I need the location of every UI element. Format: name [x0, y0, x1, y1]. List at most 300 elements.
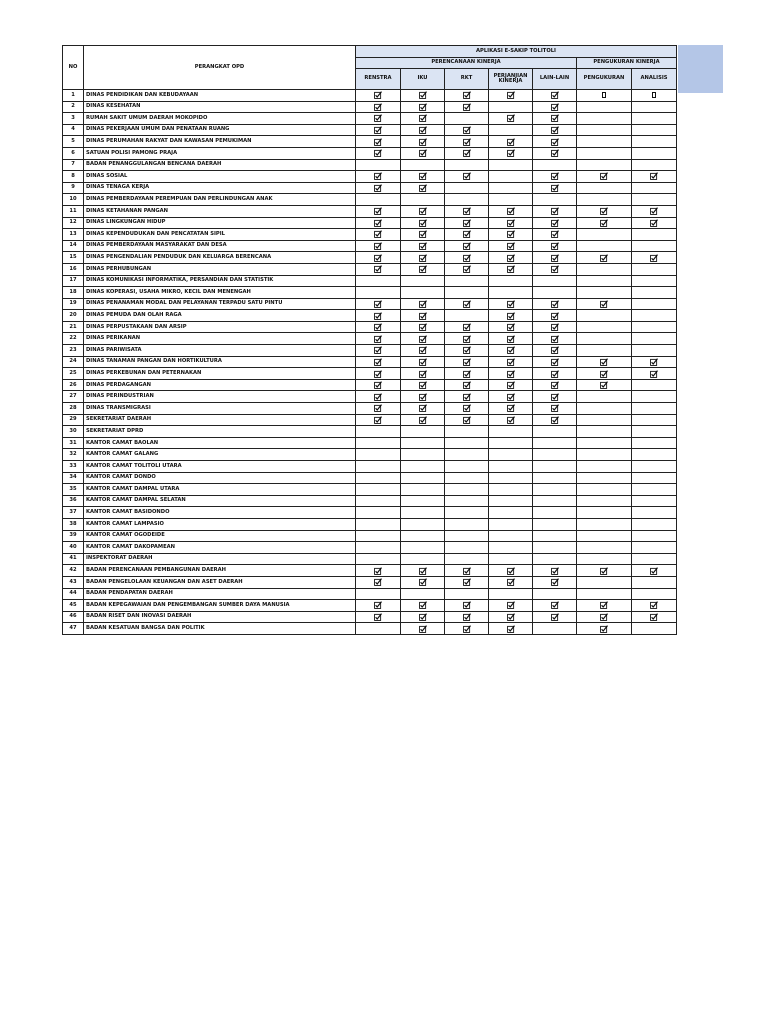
- status-cell: [356, 287, 401, 299]
- checkbox-checked-icon: [463, 568, 471, 574]
- status-cell: [533, 484, 577, 496]
- header-col-lain: LAIN-LAIN: [533, 69, 577, 90]
- checkbox-checked-icon: [419, 348, 427, 354]
- row-number: 33: [63, 461, 84, 473]
- checkbox-checked-icon: [419, 186, 427, 192]
- status-cell: [445, 101, 489, 113]
- opd-name: KANTOR CAMAT GALANG: [84, 449, 356, 461]
- checkbox-checked-icon: [463, 580, 471, 586]
- status-cell: [445, 263, 489, 275]
- checkbox-checked-icon: [507, 244, 515, 250]
- status-cell: [445, 379, 489, 391]
- checkbox-checked-icon: [463, 244, 471, 250]
- row-number: 39: [63, 530, 84, 542]
- status-cell: [489, 217, 533, 229]
- opd-name: KANTOR CAMAT DAMPAL SELATAN: [84, 495, 356, 507]
- checkbox-checked-icon: [419, 615, 427, 621]
- status-cell: [577, 426, 632, 438]
- checkbox-checked-icon: [374, 267, 382, 273]
- status-cell: [577, 611, 632, 623]
- status-cell: [401, 333, 445, 345]
- status-cell: [356, 310, 401, 322]
- status-cell: [401, 252, 445, 264]
- checkbox-checked-icon: [507, 615, 515, 621]
- row-number: 9: [63, 182, 84, 194]
- checkbox-checked-icon: [419, 301, 427, 307]
- status-cell: [489, 518, 533, 530]
- checkbox-checked-icon: [507, 93, 515, 99]
- status-cell: [445, 298, 489, 310]
- status-cell: [489, 542, 533, 554]
- status-cell: [445, 321, 489, 333]
- status-cell: [489, 333, 533, 345]
- header-no: NO: [63, 46, 84, 90]
- status-cell: [533, 159, 577, 171]
- checkbox-checked-icon: [507, 301, 515, 307]
- row-number: 5: [63, 136, 84, 148]
- opd-name: KANTOR CAMAT DAKOPAMEAN: [84, 542, 356, 554]
- checkbox-checked-icon: [507, 371, 515, 377]
- checkbox-checked-icon: [600, 603, 608, 609]
- status-cell: [356, 171, 401, 183]
- opd-name: DINAS PERDAGANGAN: [84, 379, 356, 391]
- checkbox-checked-icon: [463, 325, 471, 331]
- status-cell: [445, 472, 489, 484]
- opd-name: DINAS PERHUBUNGAN: [84, 263, 356, 275]
- checkbox-checked-icon: [374, 174, 382, 180]
- opd-name: DINAS PEKERJAAN UMUM DAN PENATAAN RUANG: [84, 124, 356, 136]
- status-cell: [533, 449, 577, 461]
- opd-name: KANTOR CAMAT TOLITOLI UTARA: [84, 461, 356, 473]
- row-number: 7: [63, 159, 84, 171]
- checkbox-checked-icon: [507, 325, 515, 331]
- status-cell: [489, 553, 533, 565]
- status-cell: [356, 252, 401, 264]
- status-cell: [356, 391, 401, 403]
- status-cell: [356, 542, 401, 554]
- checkbox-checked-icon: [507, 406, 515, 412]
- status-cell: [445, 90, 489, 102]
- row-number: 19: [63, 298, 84, 310]
- status-cell: [577, 588, 632, 600]
- status-cell: [632, 576, 677, 588]
- status-cell: [533, 240, 577, 252]
- status-cell: [632, 449, 677, 461]
- row-number: 31: [63, 437, 84, 449]
- status-cell: [577, 101, 632, 113]
- status-cell: [356, 147, 401, 159]
- opd-name: DINAS LINGKUNGAN HIDUP: [84, 217, 356, 229]
- status-cell: [489, 565, 533, 577]
- status-cell: [445, 518, 489, 530]
- status-cell: [445, 252, 489, 264]
- status-cell: [401, 461, 445, 473]
- status-cell: [577, 263, 632, 275]
- checkbox-checked-icon: [419, 93, 427, 99]
- checkbox-checked-icon: [419, 128, 427, 134]
- status-cell: [577, 194, 632, 206]
- status-cell: [356, 576, 401, 588]
- status-cell: [445, 368, 489, 380]
- checkbox-checked-icon: [551, 348, 559, 354]
- checkbox-checked-icon: [551, 406, 559, 412]
- status-cell: [356, 588, 401, 600]
- checkbox-checked-icon: [419, 336, 427, 342]
- status-cell: [533, 495, 577, 507]
- status-cell: [489, 611, 533, 623]
- row-number: 38: [63, 518, 84, 530]
- status-cell: [533, 147, 577, 159]
- checkbox-checked-icon: [419, 580, 427, 586]
- status-cell: [489, 461, 533, 473]
- status-cell: [356, 611, 401, 623]
- status-cell: [356, 321, 401, 333]
- status-cell: [445, 484, 489, 496]
- status-cell: [533, 333, 577, 345]
- checkbox-checked-icon: [551, 580, 559, 586]
- checkbox-checked-icon: [463, 348, 471, 354]
- table-row: [63, 205, 677, 217]
- status-cell: [489, 379, 533, 391]
- status-cell: [445, 171, 489, 183]
- opd-name: DINAS PARIWISATA: [84, 345, 356, 357]
- status-cell: [445, 159, 489, 171]
- row-number: 2: [63, 101, 84, 113]
- opd-name: KANTOR CAMAT OGODEIDE: [84, 530, 356, 542]
- row-number: 17: [63, 275, 84, 287]
- opd-name: DINAS KOPERASI, USAHA MIKRO, KECIL DAN MENENGAH: [84, 287, 356, 299]
- status-cell: [445, 437, 489, 449]
- status-cell: [489, 194, 533, 206]
- checkbox-checked-icon: [463, 267, 471, 273]
- table-row: [63, 113, 677, 125]
- status-cell: [445, 333, 489, 345]
- opd-name: DINAS KEPENDUDUKAN DAN PENCATATAN SIPIL: [84, 229, 356, 241]
- status-cell: [445, 205, 489, 217]
- status-cell: [401, 263, 445, 275]
- header-col-perjanjian: PERJANJIAN KINERJA: [489, 69, 533, 90]
- status-cell: [445, 194, 489, 206]
- status-cell: [632, 252, 677, 264]
- status-cell: [489, 484, 533, 496]
- status-cell: [533, 542, 577, 554]
- checkbox-checked-icon: [374, 220, 382, 226]
- status-cell: [445, 310, 489, 322]
- status-cell: [401, 287, 445, 299]
- checkbox-checked-icon: [650, 359, 658, 365]
- checkbox-checked-icon: [374, 406, 382, 412]
- table-row: [63, 252, 677, 264]
- status-cell: [356, 90, 401, 102]
- status-cell: [577, 229, 632, 241]
- status-cell: [445, 565, 489, 577]
- status-cell: [356, 623, 401, 635]
- status-cell: [577, 437, 632, 449]
- status-cell: [489, 623, 533, 635]
- status-cell: [401, 472, 445, 484]
- row-number: 14: [63, 240, 84, 252]
- checkbox-checked-icon: [551, 93, 559, 99]
- row-number: 27: [63, 391, 84, 403]
- opd-name: DINAS PENANAMAN MODAL DAN PELAYANAN TERPADU SATU PINTU: [84, 298, 356, 310]
- status-cell: [577, 507, 632, 519]
- status-cell: [445, 623, 489, 635]
- status-cell: [401, 553, 445, 565]
- checkbox-checked-icon: [507, 336, 515, 342]
- checkbox-checked-icon: [551, 325, 559, 331]
- status-cell: [489, 147, 533, 159]
- checkbox-checked-icon: [419, 267, 427, 273]
- checkbox-checked-icon: [374, 336, 382, 342]
- status-cell: [533, 321, 577, 333]
- status-cell: [401, 414, 445, 426]
- status-cell: [356, 101, 401, 113]
- status-cell: [632, 287, 677, 299]
- row-number: 25: [63, 368, 84, 380]
- opd-name: BADAN PENDAPATAN DAERAH: [84, 588, 356, 600]
- row-number: 23: [63, 345, 84, 357]
- status-cell: [401, 90, 445, 102]
- status-cell: [401, 356, 445, 368]
- row-number: 20: [63, 310, 84, 322]
- row-number: 4: [63, 124, 84, 136]
- opd-name: BADAN KESATUAN BANGSA DAN POLITIK: [84, 623, 356, 635]
- checkbox-checked-icon: [551, 244, 559, 250]
- status-cell: [401, 124, 445, 136]
- status-cell: [577, 275, 632, 287]
- status-cell: [489, 124, 533, 136]
- status-cell: [533, 611, 577, 623]
- table-row: [63, 530, 677, 542]
- status-cell: [533, 171, 577, 183]
- opd-name: BADAN PENANGGULANGAN BENCANA DAERAH: [84, 159, 356, 171]
- table-row: [63, 298, 677, 310]
- row-number: 22: [63, 333, 84, 345]
- checkbox-checked-icon: [374, 383, 382, 389]
- checkbox-checked-icon: [463, 128, 471, 134]
- status-cell: [445, 287, 489, 299]
- status-cell: [577, 321, 632, 333]
- status-cell: [632, 321, 677, 333]
- row-number: 46: [63, 611, 84, 623]
- checkbox-checked-icon: [551, 104, 559, 110]
- checkbox-checked-icon: [463, 603, 471, 609]
- status-cell: [577, 623, 632, 635]
- checkbox-checked-icon: [551, 417, 559, 423]
- table-row: [63, 217, 677, 229]
- status-cell: [577, 310, 632, 322]
- checkbox-checked-icon: [551, 255, 559, 261]
- row-number: 34: [63, 472, 84, 484]
- status-cell: [632, 553, 677, 565]
- checkbox-checked-icon: [650, 255, 658, 261]
- status-cell: [533, 136, 577, 148]
- status-cell: [533, 391, 577, 403]
- checkbox-checked-icon: [551, 220, 559, 226]
- status-cell: [533, 461, 577, 473]
- status-cell: [445, 588, 489, 600]
- status-cell: [533, 565, 577, 577]
- checkbox-checked-icon: [419, 255, 427, 261]
- status-cell: [577, 461, 632, 473]
- checkbox-checked-icon: [600, 220, 608, 226]
- row-number: 8: [63, 171, 84, 183]
- status-cell: [445, 147, 489, 159]
- checkbox-checked-icon: [600, 371, 608, 377]
- status-cell: [632, 171, 677, 183]
- checkbox-checked-icon: [463, 220, 471, 226]
- status-cell: [632, 403, 677, 415]
- table-row: [63, 461, 677, 473]
- status-cell: [632, 124, 677, 136]
- checkbox-checked-icon: [551, 371, 559, 377]
- checkbox-checked-icon: [507, 232, 515, 238]
- opd-name: DINAS SOSIAL: [84, 171, 356, 183]
- status-cell: [356, 298, 401, 310]
- checkbox-checked-icon: [419, 371, 427, 377]
- checkbox-checked-icon: [419, 406, 427, 412]
- status-cell: [489, 136, 533, 148]
- checkbox-checked-icon: [551, 116, 559, 122]
- opd-name: DINAS PERKEBUNAN DAN PETERNAKAN: [84, 368, 356, 380]
- checkbox-checked-icon: [600, 209, 608, 215]
- status-cell: [445, 611, 489, 623]
- status-cell: [356, 565, 401, 577]
- status-cell: [401, 194, 445, 206]
- status-cell: [489, 414, 533, 426]
- checkbox-checked-icon: [374, 232, 382, 238]
- status-cell: [577, 542, 632, 554]
- row-number: 1: [63, 90, 84, 102]
- table-row: [63, 414, 677, 426]
- table-row: [63, 391, 677, 403]
- row-number: 36: [63, 495, 84, 507]
- status-cell: [356, 159, 401, 171]
- opd-name: DINAS PEMBERDAYAAN PEREMPUAN DAN PERLINDUNGAN ANAK: [84, 194, 356, 206]
- header-group-pengukuran: PENGUKURAN KINERJA: [577, 58, 677, 69]
- checkbox-checked-icon: [507, 139, 515, 145]
- status-cell: [445, 530, 489, 542]
- status-cell: [632, 368, 677, 380]
- status-cell: [356, 507, 401, 519]
- row-number: 29: [63, 414, 84, 426]
- checkbox-checked-icon: [463, 255, 471, 261]
- opd-name: DINAS KOMUNIKASI INFORMATIKA, PERSANDIAN DAN STATISTIK: [84, 275, 356, 287]
- checkbox-checked-icon: [507, 116, 515, 122]
- status-cell: [445, 240, 489, 252]
- table-row: [63, 136, 677, 148]
- status-cell: [489, 171, 533, 183]
- status-cell: [401, 229, 445, 241]
- status-cell: [401, 542, 445, 554]
- status-cell: [577, 414, 632, 426]
- status-cell: [401, 159, 445, 171]
- status-cell: [356, 240, 401, 252]
- checkbox-checked-icon: [650, 568, 658, 574]
- status-cell: [577, 252, 632, 264]
- table-row: [63, 495, 677, 507]
- status-cell: [401, 101, 445, 113]
- opd-name: KANTOR CAMAT LAMPASIO: [84, 518, 356, 530]
- checkbox-checked-icon: [419, 232, 427, 238]
- row-number: 26: [63, 379, 84, 391]
- status-cell: [489, 90, 533, 102]
- checkbox-checked-icon: [419, 220, 427, 226]
- status-cell: [533, 182, 577, 194]
- status-cell: [533, 124, 577, 136]
- table-row: [63, 600, 677, 612]
- status-cell: [533, 379, 577, 391]
- table-row: [63, 333, 677, 345]
- status-cell: [632, 345, 677, 357]
- status-cell: [489, 263, 533, 275]
- status-cell: [356, 449, 401, 461]
- status-cell: [632, 90, 677, 102]
- checkbox-checked-icon: [507, 209, 515, 215]
- status-cell: [489, 310, 533, 322]
- status-cell: [632, 611, 677, 623]
- status-cell: [445, 461, 489, 473]
- status-cell: [533, 217, 577, 229]
- status-cell: [401, 275, 445, 287]
- row-number: 16: [63, 263, 84, 275]
- status-cell: [533, 600, 577, 612]
- table-row: [63, 310, 677, 322]
- opd-name: KANTOR CAMAT BAOLAN: [84, 437, 356, 449]
- status-cell: [401, 518, 445, 530]
- row-number: 28: [63, 403, 84, 415]
- status-cell: [401, 182, 445, 194]
- checkbox-checked-icon: [600, 383, 608, 389]
- opd-name: DINAS PERUMAHAN RAKYAT DAN KAWASAN PEMUKIMAN: [84, 136, 356, 148]
- status-cell: [632, 507, 677, 519]
- status-cell: [632, 542, 677, 554]
- status-cell: [632, 437, 677, 449]
- status-cell: [533, 298, 577, 310]
- header-side-block: [678, 45, 723, 93]
- checkbox-checked-icon: [419, 394, 427, 400]
- status-cell: [533, 588, 577, 600]
- checkbox-checked-icon: [551, 313, 559, 319]
- opd-name: DINAS PERPUSTAKAAN DAN ARSIP: [84, 321, 356, 333]
- status-cell: [489, 472, 533, 484]
- status-cell: [356, 553, 401, 565]
- checkbox-checked-icon: [419, 104, 427, 110]
- opd-name: DINAS PENGENDALIAN PENDUDUK DAN KELUARGA BERENCANA: [84, 252, 356, 264]
- table-row: [63, 345, 677, 357]
- status-cell: [632, 518, 677, 530]
- status-cell: [533, 252, 577, 264]
- checkbox-checked-icon: [650, 615, 658, 621]
- status-cell: [533, 623, 577, 635]
- status-cell: [356, 136, 401, 148]
- checkbox-checked-icon: [507, 313, 515, 319]
- status-cell: [533, 90, 577, 102]
- opd-name: BADAN PENGELOLAAN KEUANGAN DAN ASET DAERAH: [84, 576, 356, 588]
- row-number: 47: [63, 623, 84, 635]
- checkbox-checked-icon: [463, 174, 471, 180]
- status-cell: [632, 414, 677, 426]
- status-cell: [356, 461, 401, 473]
- row-number: 13: [63, 229, 84, 241]
- status-cell: [577, 217, 632, 229]
- status-cell: [632, 310, 677, 322]
- checkbox-checked-icon: [507, 267, 515, 273]
- status-cell: [356, 356, 401, 368]
- checkbox-checked-icon: [600, 615, 608, 621]
- opd-name: SEKRETARIAT DAERAH: [84, 414, 356, 426]
- checkbox-checked-icon: [463, 417, 471, 423]
